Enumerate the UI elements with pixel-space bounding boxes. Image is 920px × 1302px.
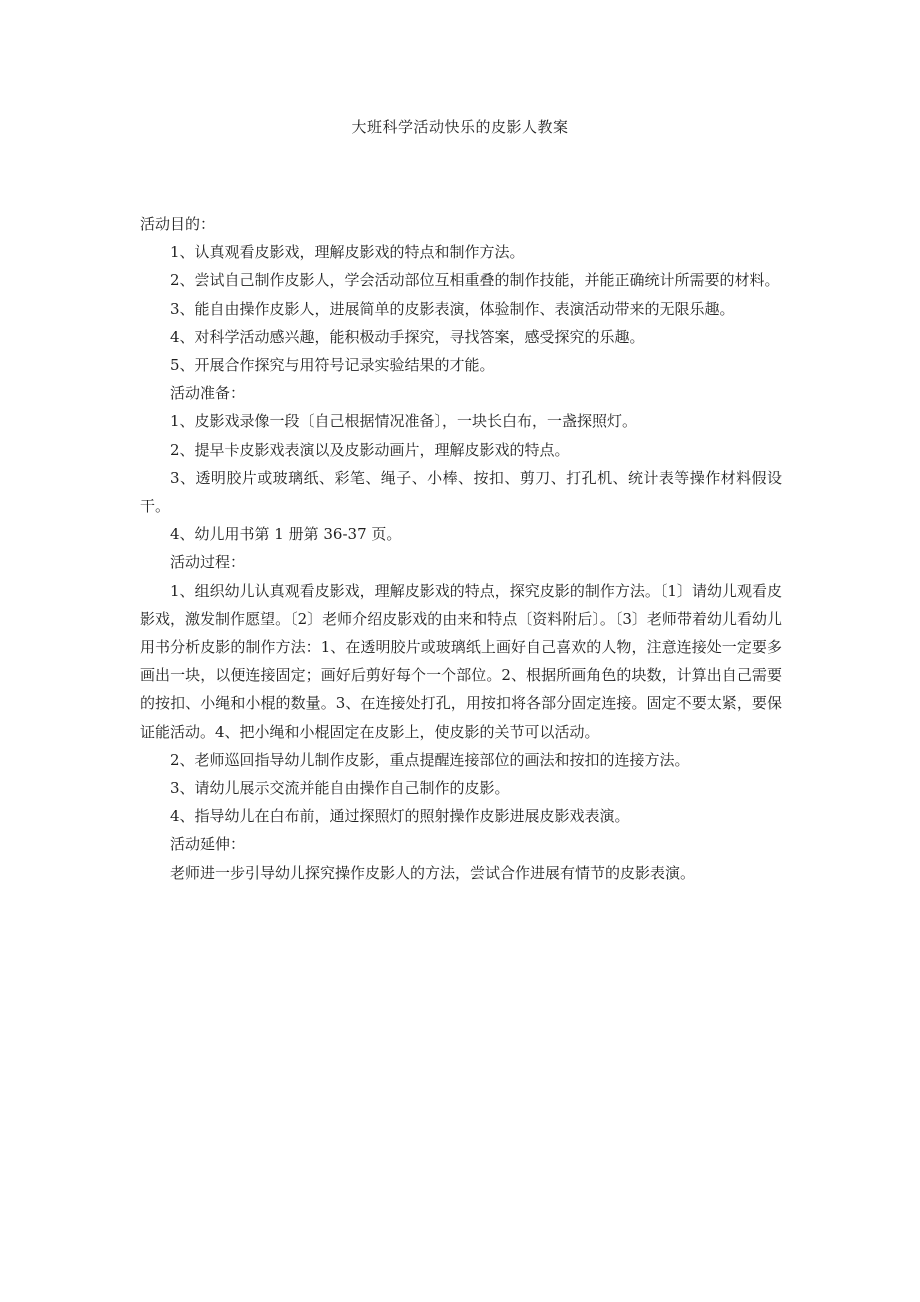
- goal-item: 1、认真观看皮影戏，理解皮影戏的特点和制作方法。: [170, 243, 525, 262]
- goal-item: 3、能自由操作皮影人，进展简单的皮影表演，体验制作、表演活动带来的无限乐趣。: [170, 299, 735, 318]
- document-body: [140, 210, 782, 887]
- preparation-item: 3、透明胶片或玻璃纸、彩笔、绳子、小棒、按扣、剪刀、打孔机、统计表等操作材料假设干。: [140, 468, 782, 516]
- process-item: 2、老师巡回指导幼儿制作皮影，重点提醒连接部位的画法和按扣的连接方法。: [170, 750, 690, 769]
- process-item: 3、请幼儿展示交流并能自由操作自己制作的皮影。: [170, 779, 510, 798]
- section-heading-extension: 活动延伸：: [170, 835, 246, 854]
- extension-item: 老师进一步引导幼儿探究操作皮影人的方法，尝试合作进展有情节的皮影表演。: [170, 863, 696, 882]
- process-item: 4、指导幼儿在白布前，通过探照灯的照射操作皮影进展皮影戏表演。: [170, 807, 630, 826]
- document-title: 大班科学活动快乐的皮影人教案: [351, 118, 569, 136]
- section-heading-preparation: 活动准备：: [170, 384, 246, 403]
- section-heading-goals: 活动目的：: [140, 215, 216, 233]
- preparation-item: 2、提早卡皮影戏表演以及皮影动画片，理解皮影戏的特点。: [170, 440, 570, 459]
- section-heading-process: 活动过程：: [170, 553, 246, 572]
- preparation-item: 4、幼儿用书第 1 册第 36-37 页。: [170, 525, 402, 544]
- goal-item: 5、开展合作探究与用符号记录实验结果的才能。: [170, 356, 495, 375]
- process-item: 1、组织幼儿认真观看皮影戏，理解皮影戏的特点，探究皮影的制作方法。〔1〕请幼儿观看皮影戏，激发制作愿望。〔2〕老师介绍皮影戏的由来和特点〔资料附后〕。〔3〕老师带着幼儿看幼儿用书分析皮影的制作方法：1、在透明胶片或玻璃纸上画好自己喜欢的人物，注意连接处一定要多画出一块，以便连接固定；画好后剪好每个一个部位。2、根据所画角色的块数，计算出自己需要的按扣、小绳和小棍的数量。3、在连接处打孔，用按扣将各部分固定连接。固定不要太紧，要保证能活动。4、把小绳和小棍固定在皮影上，使皮影的关节可以活动。: [140, 581, 782, 741]
- preparation-item: 1、皮影戏录像一段〔自己根据情况准备〕，一块长白布，一盏探照灯。: [170, 412, 638, 431]
- goal-item: 2、尝试自己制作皮影人，学会活动部位互相重叠的制作技能，并能正确统计所需要的材料。: [170, 271, 780, 290]
- goal-item: 4、对科学活动感兴趣，能积极动手探究，寻找答案，感受探究的乐趣。: [170, 327, 645, 346]
